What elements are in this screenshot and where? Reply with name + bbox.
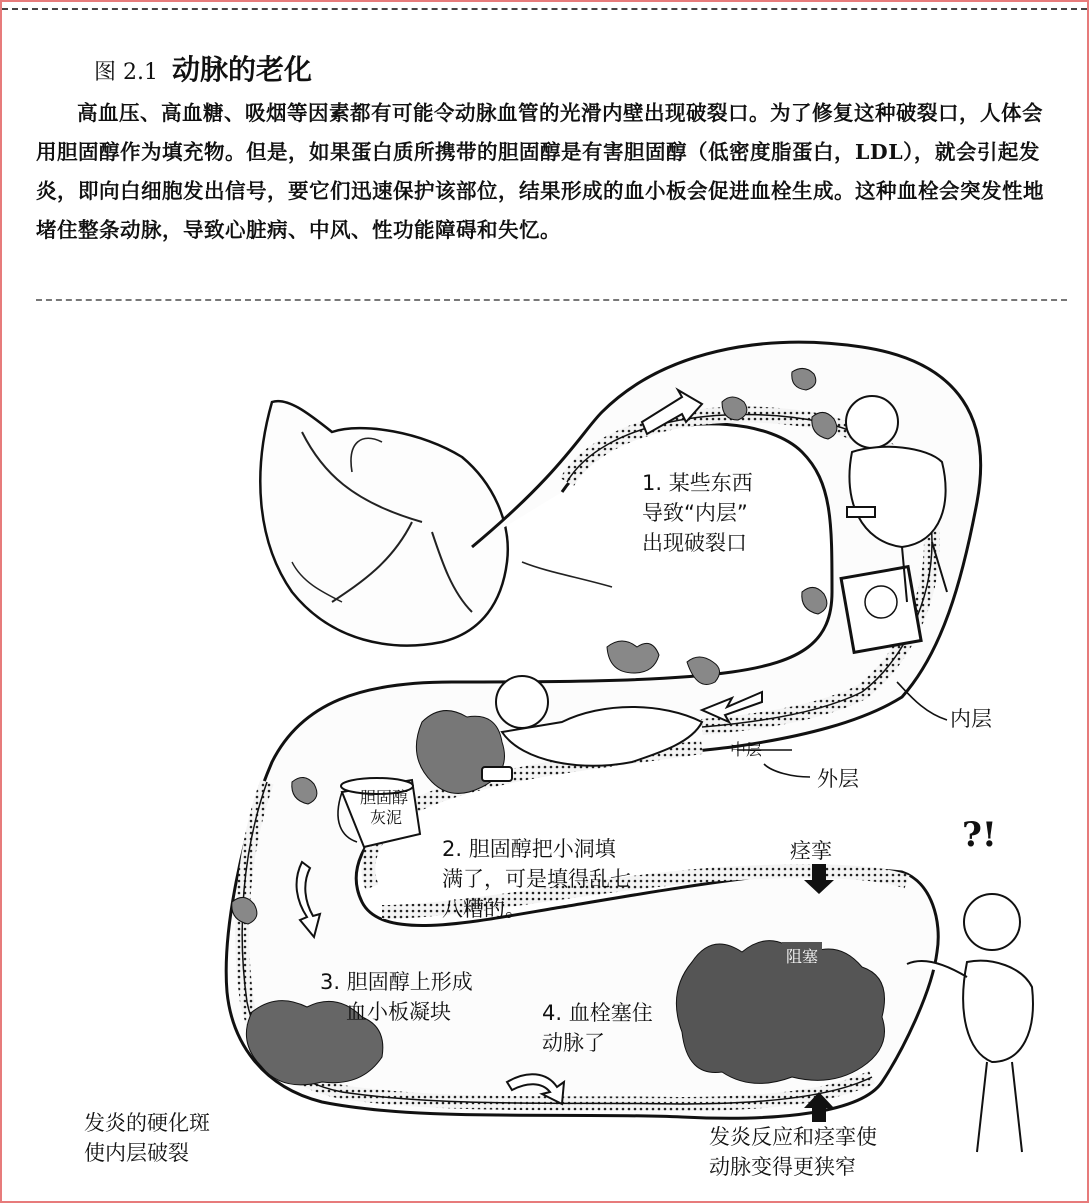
label-step1-line2: 导致“内层”	[642, 501, 748, 525]
label-plaque	[84, 1108, 210, 1168]
label-step4-line2: 动脉了	[542, 1031, 605, 1055]
label-step2-line3: 八糟的。	[442, 897, 526, 921]
label-step3-line2: 血小板凝块	[346, 1000, 451, 1024]
label-plaque-line1: 发炎的硬化斑	[84, 1111, 210, 1135]
label-step2-line1: 2. 胆固醇把小洞填	[442, 837, 616, 861]
label-bucket	[360, 788, 408, 828]
label-middle-layer: 中层	[730, 740, 763, 759]
label-step4	[542, 998, 653, 1058]
label-exclaim: ?!	[962, 815, 997, 855]
label-bucket-line2: 灰泥	[370, 808, 403, 827]
figure-title-text: 动脉的老化	[171, 53, 312, 86]
caption-divider	[36, 299, 1067, 301]
label-spasm: 痉挛	[790, 839, 832, 863]
label-step4-line1: 4. 血栓塞住	[542, 1001, 653, 1025]
label-step3	[320, 967, 473, 1027]
label-narrowing-line2: 动脉变得更狭窄	[709, 1155, 856, 1179]
label-plaque-line2: 使内层破裂	[84, 1141, 189, 1165]
label-narrowing	[709, 1122, 877, 1182]
top-dashed-border	[2, 8, 1087, 10]
picture-frame	[841, 567, 921, 653]
figure-title	[94, 48, 312, 88]
label-step2	[442, 834, 631, 924]
label-outer-layer: 外层	[817, 767, 859, 791]
label-step1	[642, 468, 753, 558]
heart-drawing	[260, 401, 612, 645]
artery-illustration	[2, 302, 1089, 1203]
label-step2-line2: 满了，可是填得乱七	[442, 867, 631, 891]
label-inner-layer: 内层	[950, 707, 992, 731]
label-step1-line3: 出现破裂口	[642, 531, 747, 555]
label-blockage: 阻塞	[782, 942, 822, 972]
figure-caption: 高血压、高血糖、吸烟等因素都有可能令动脉血管的光滑内壁出现破裂口。为了修复这种破裂口，人体会用胆固醇作为填充物。但是，如果蛋白质所携带的胆固醇是有害胆固醇（低密度脂蛋白，LDL），就会引起发炎，即向白细胞发出信号，要它们迅速保护该部位，结果形成的血小板会促进血栓生成。这种血栓会突发性地堵住整条动脉，导致心脏病、中风、性功能障碍和失忆。	[36, 101, 1044, 242]
label-step1-line1: 1. 某些东西	[642, 471, 753, 495]
label-narrowing-line1: 发炎反应和痉挛使	[709, 1125, 877, 1149]
label-bucket-line1: 胆固醇	[360, 788, 409, 807]
label-step3-line1: 3. 胆固醇上形成	[320, 970, 473, 994]
figure-number: 图 2.1	[94, 60, 158, 85]
